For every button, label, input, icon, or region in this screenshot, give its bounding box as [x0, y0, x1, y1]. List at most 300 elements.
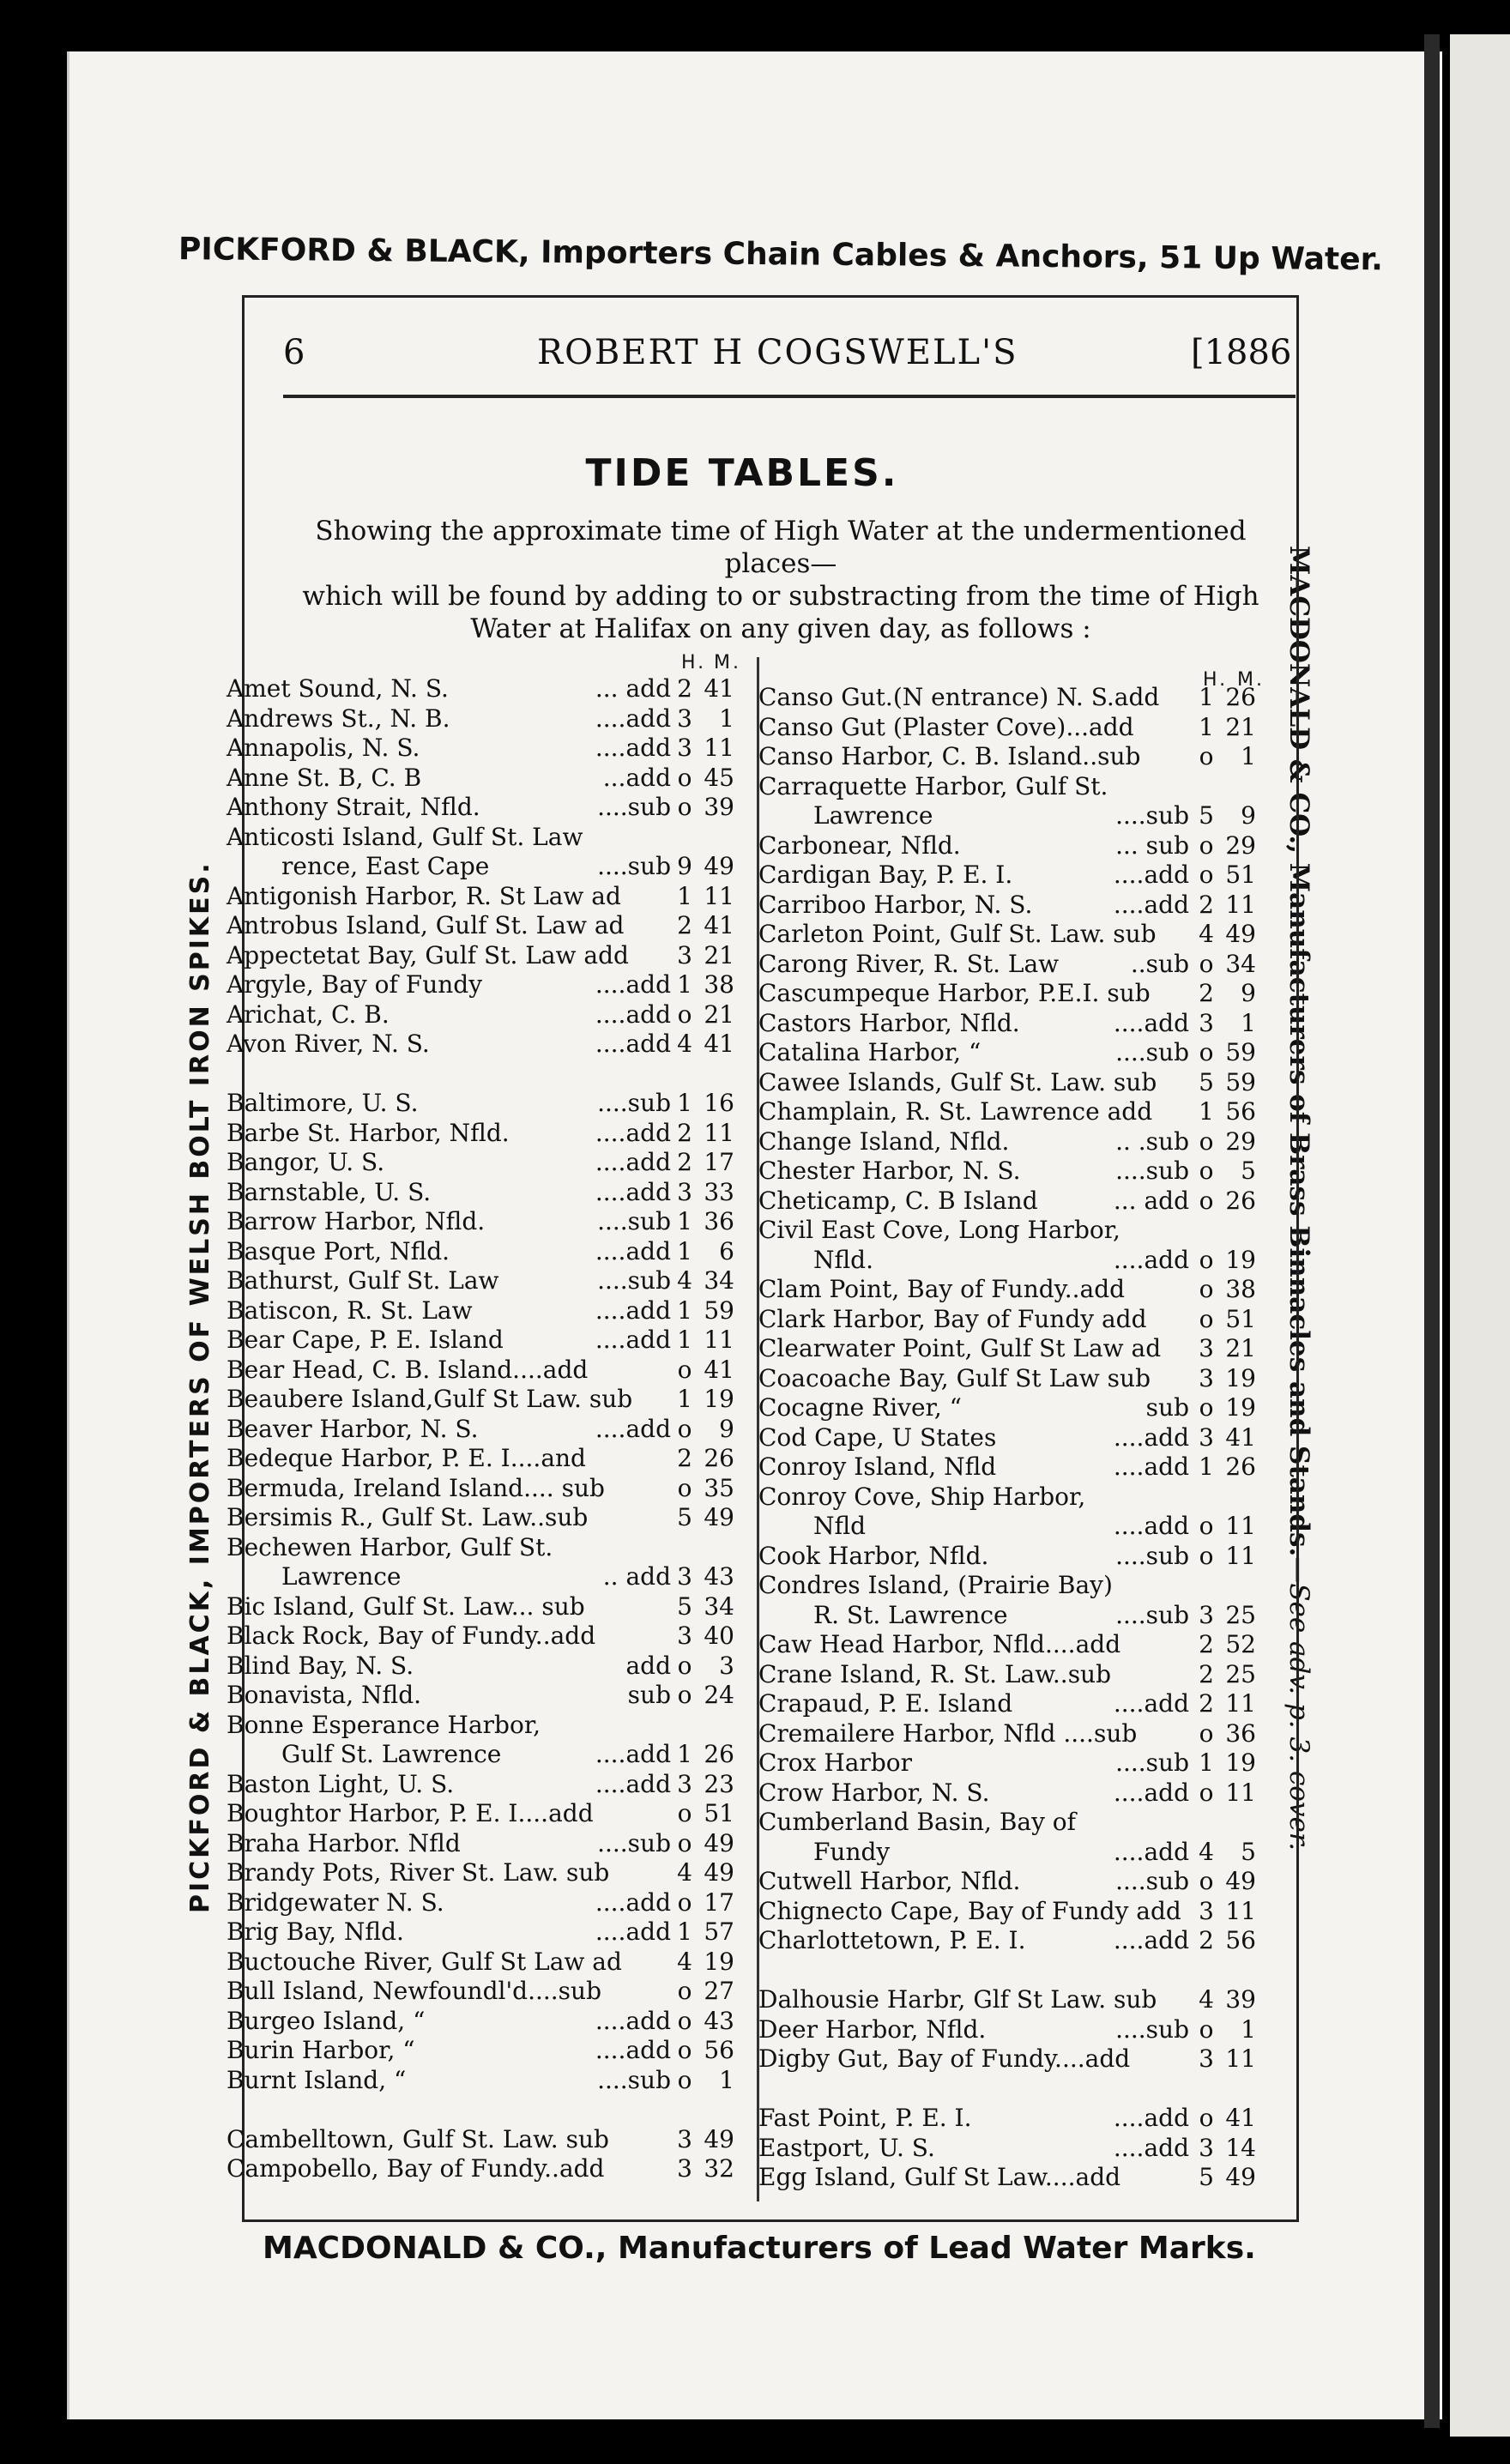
place-name: Gulf St. Lawrence [281, 1740, 502, 1768]
place-name: Lawrence [813, 801, 933, 830]
tide-row [226, 1592, 752, 1622]
place-name: Antrobus Island, Gulf St. Law ad [226, 911, 625, 939]
tide-row [226, 1799, 752, 1828]
hours-value: o [677, 1681, 692, 1709]
place-name: Black Rock, Bay of Fundy..add [226, 1622, 596, 1650]
minutes-value: 41 [704, 674, 734, 703]
minutes-value: 1 [1241, 1008, 1256, 1037]
minutes-value: 11 [704, 1326, 734, 1354]
operation: ....sub [597, 1828, 671, 1857]
minutes-value: 19 [1225, 1393, 1256, 1422]
operation: ....add [1113, 861, 1189, 889]
hours-value: 3 [1199, 1896, 1214, 1925]
place-name: Bersimis R., Gulf St. Law..sub [226, 1503, 589, 1531]
hours-value: o [677, 2006, 692, 2035]
tide-row [226, 1711, 752, 1740]
tide-row [758, 861, 1282, 890]
minutes-value: 11 [704, 881, 734, 910]
tide-row [226, 1030, 752, 1059]
minutes-value: 36 [704, 1207, 734, 1235]
minutes-value: 32 [704, 2154, 734, 2183]
minutes-value: 49 [1225, 2163, 1256, 2191]
place-name: Carong River, R. St. Law [758, 949, 1060, 978]
tide-row [758, 1423, 1282, 1452]
minutes-value: 1 [1241, 2014, 1256, 2044]
operation: .. .sub [1115, 1126, 1189, 1156]
tide-row [758, 742, 1282, 771]
minutes-value: 16 [704, 1089, 734, 1117]
hours-value: 5 [677, 1591, 692, 1621]
tide-row [226, 1119, 752, 1148]
minutes-value: 59 [1225, 1067, 1256, 1096]
place-name: Cook Harbor, Nfld. [758, 1541, 989, 1570]
place-name: R. St. Lawrence [813, 1600, 1008, 1629]
minutes-value: 9 [719, 1414, 734, 1443]
hours-value: o [677, 1887, 692, 1917]
place-name: Castors Harbor, Nfld. [758, 1008, 1020, 1037]
hours-value: 3 [1199, 1334, 1214, 1362]
hours-value: 1 [677, 1740, 692, 1768]
tide-row [758, 1127, 1282, 1157]
tide-row [226, 1474, 752, 1503]
place-name: Barnstable, U. S. [226, 1177, 432, 1206]
minutes-value: 35 [704, 1473, 734, 1502]
operation: ... add [1113, 1186, 1189, 1215]
minutes-value: 49 [704, 2124, 734, 2153]
hours-value: o [1199, 1778, 1214, 1807]
place-name: Brandy Pots, River St. Law. sub [226, 1858, 610, 1887]
tide-row [226, 1237, 752, 1266]
place-name: Deer Harbor, Nfld. [758, 2014, 987, 2044]
minutes-value: 9 [1241, 979, 1256, 1007]
section-title: TIDE TABLES. [585, 451, 899, 495]
hours-value: 3 [1199, 1600, 1214, 1629]
operation: ....add [595, 1030, 671, 1058]
tide-row [758, 1009, 1282, 1038]
hours-value: o [1199, 1393, 1214, 1422]
hours-value: 4 [1199, 1985, 1214, 2014]
place-name: Cutwell Harbor, Nfld. [758, 1867, 1021, 1895]
place-name: Caw Head Harbor, Nfld....add [758, 1630, 1121, 1658]
place-name: Nfld [813, 1512, 867, 1540]
operation: ....add [595, 1295, 671, 1325]
tide-row [758, 683, 1282, 712]
tide-row [758, 1660, 1282, 1689]
tide-row [758, 1630, 1282, 1659]
operation: ....sub [1115, 1748, 1189, 1777]
operation: ....add [595, 2006, 671, 2035]
minutes-value: 41 [704, 1030, 734, 1058]
hours-value: 2 [1199, 1689, 1214, 1718]
hours-value: o [677, 2036, 692, 2064]
hours-value: o [1199, 742, 1214, 770]
operation: ....add [1113, 1778, 1189, 1807]
place-name: Eastport, U. S. [758, 2133, 935, 2162]
hours-value: 1 [1199, 712, 1214, 741]
place-name: Cambelltown, Gulf St. Law. sub [226, 2124, 609, 2153]
tide-row [226, 1770, 752, 1799]
tide-row [758, 1601, 1282, 1630]
place-name: Crapaud, P. E. Island [758, 1689, 1013, 1718]
place-name: Blind Bay, N. S. [226, 1651, 414, 1680]
tide-row [758, 1985, 1282, 2014]
tide-row [758, 1926, 1282, 1955]
hours-value: 3 [677, 2154, 692, 2183]
tide-row [226, 1444, 752, 1473]
place-name: rence, East Cape [281, 852, 490, 880]
place-name: Champlain, R. St. Lawrence add [758, 1097, 1153, 1126]
operation: ....sub [597, 1089, 671, 1117]
hours-value: 2 [677, 1118, 692, 1147]
operation: ....add [595, 1118, 671, 1147]
tide-row [226, 1622, 752, 1651]
minutes-value: 49 [1225, 920, 1256, 948]
top-advertisement: PICKFORD & BLACK, Importers Chain Cables & Anchors, 51 Up Water. [178, 232, 1384, 278]
operation: ....sub [597, 1266, 671, 1295]
tide-row [758, 801, 1282, 830]
minutes-value: 43 [704, 1562, 734, 1591]
minutes-value: 56 [704, 2036, 734, 2064]
operation: sub [1145, 1393, 1189, 1422]
place-name: Canso Harbor, C. B. Island..sub [758, 742, 1141, 770]
tide-row [226, 882, 752, 911]
operation: ....add [1113, 2104, 1189, 2132]
tide-row [758, 950, 1282, 979]
tide-row [758, 1779, 1282, 1808]
minutes-value: 49 [704, 1503, 734, 1531]
minutes-value: 11 [1225, 1512, 1256, 1540]
operation: ... add [595, 674, 671, 703]
hours-value: 1 [677, 1326, 692, 1354]
tide-row [758, 1038, 1282, 1067]
minutes-value: 5 [1241, 1837, 1256, 1866]
minutes-value: 11 [1225, 1896, 1256, 1925]
hours-value: o [1199, 1512, 1214, 1540]
hours-value: 1 [1199, 1748, 1214, 1777]
place-name: Burnt Island, “ [226, 2065, 407, 2094]
operation: ....add [595, 1148, 671, 1176]
tide-row [758, 1719, 1282, 1748]
hours-value: 1 [1199, 1452, 1214, 1481]
place-name: Argyle, Bay of Fundy [226, 970, 483, 999]
header-rule [283, 395, 1296, 398]
place-name: Cheticamp, C. B Island [758, 1186, 1038, 1215]
place-name: Burgeo Island, “ [226, 2006, 426, 2035]
minutes-value: 19 [704, 1385, 734, 1413]
hours-value: 1 [677, 970, 692, 999]
hours-value: o [677, 1355, 692, 1384]
minutes-value: 6 [719, 1236, 734, 1265]
tide-row [226, 1060, 752, 1089]
place-name: Cumberland Basin, Bay of [758, 1808, 1077, 1836]
hours-value: 4 [677, 1947, 692, 1976]
minutes-value: 34 [1225, 949, 1256, 978]
hours-value: o [1199, 949, 1214, 978]
place-name: Bathurst, Gulf St. Law [226, 1266, 499, 1295]
minutes-value: 25 [1225, 1659, 1256, 1688]
operation: ....add [595, 1326, 671, 1354]
minutes-value: 24 [704, 1681, 734, 1709]
minutes-value: 34 [704, 1591, 734, 1621]
tide-row [226, 1266, 752, 1295]
tide-row [758, 1246, 1282, 1275]
minutes-value: 26 [1225, 1452, 1256, 1481]
tide-row [758, 1542, 1282, 1571]
facing-page-edge [1450, 34, 1510, 2437]
hours-value: 2 [1199, 1630, 1214, 1658]
minutes-value: 26 [704, 1740, 734, 1768]
operation: ....add [595, 734, 671, 762]
operation: ....add [595, 1414, 671, 1443]
minutes-value: 23 [704, 1769, 734, 1798]
operation: ..sub [1130, 949, 1189, 978]
minutes-value: 29 [1225, 1126, 1256, 1156]
tide-row [226, 1829, 752, 1858]
tide-row [226, 1415, 752, 1444]
place-name: Anthony Strait, Nfld. [226, 793, 480, 821]
place-name: Canso Gut (Plaster Cove)...add [758, 712, 1134, 741]
operation: ....add [1113, 1245, 1189, 1274]
hours-value: o [677, 763, 692, 792]
operation: ....add [1113, 1452, 1189, 1481]
tide-row [758, 772, 1282, 801]
hours-value: 5 [677, 1503, 692, 1531]
place-name: Barbe St. Harbor, Nfld. [226, 1118, 510, 1147]
tide-row [758, 831, 1282, 861]
minutes-value: 39 [704, 793, 734, 821]
minutes-value: 59 [704, 1295, 734, 1325]
hours-value: 1 [677, 1385, 692, 1413]
hours-value: 4 [1199, 1837, 1214, 1866]
operation: ....sub [1115, 2014, 1189, 2044]
hours-value: 3 [1199, 1008, 1214, 1037]
minutes-value: 33 [704, 1177, 734, 1206]
place-name: Andrews St., N. B. [226, 704, 450, 733]
hours-value: 3 [1199, 1363, 1214, 1392]
intro-line: Showing the approximate time of High Water at the undermentioned places— [315, 516, 1247, 579]
minutes-value: 38 [1225, 1275, 1256, 1303]
place-name: Campobello, Bay of Fundy..add [226, 2154, 605, 2183]
minutes-value: 49 [704, 1858, 734, 1887]
hours-value: 3 [1199, 1422, 1214, 1452]
place-name: Crow Harbor, N. S. [758, 1778, 990, 1807]
place-name: Dalhousie Harbr, Glf St Law. sub [758, 1985, 1157, 2014]
minutes-value: 26 [1225, 683, 1256, 711]
hours-value: o [1199, 1275, 1214, 1303]
operation: ....add [595, 1887, 671, 1917]
place-name: Clam Point, Bay of Fundy..add [758, 1275, 1126, 1303]
operation: ....add [595, 1740, 671, 1768]
tide-row [226, 1089, 752, 1118]
hours-value: o [677, 793, 692, 821]
tide-row [226, 2095, 752, 2124]
minutes-value: 41 [704, 1355, 734, 1384]
operation: ....sub [597, 2065, 671, 2094]
tide-row [226, 1385, 752, 1414]
tide-row [758, 1305, 1282, 1334]
place-name: Buctouche River, Gulf St Law ad [226, 1947, 622, 1976]
minutes-value: 9 [1241, 801, 1256, 830]
place-name: Bear Head, C. B. Island....add [226, 1355, 589, 1384]
operation: ....add [595, 1769, 671, 1798]
hours-value: o [1199, 1038, 1214, 1066]
minutes-value: 27 [704, 1977, 734, 2005]
minutes-value: 17 [704, 1887, 734, 1917]
place-name: Brig Bay, Nfld. [226, 1917, 404, 1946]
minutes-value: 26 [704, 1444, 734, 1472]
place-name: Cawee Islands, Gulf St. Law. sub [758, 1067, 1157, 1096]
hours-value: o [1199, 830, 1214, 860]
minutes-value: 36 [1225, 1718, 1256, 1748]
operation: ....add [1113, 1837, 1189, 1866]
hours-value: 4 [677, 1858, 692, 1887]
place-name: Antigonish Harbor, R. St Law ad [226, 881, 621, 910]
place-name: Bull Island, Newfoundl'd....sub [226, 1977, 602, 2005]
minutes-value: 19 [1225, 1245, 1256, 1274]
minutes-value: 51 [1225, 861, 1256, 889]
hours-value: 3 [1199, 2133, 1214, 2162]
hours-value: 1 [677, 1089, 692, 1117]
hours-value: 4 [677, 1030, 692, 1058]
place-name: Appectetat Bay, Gulf St. Law add [226, 940, 629, 969]
minutes-value: 14 [1225, 2133, 1256, 2162]
tide-row [226, 823, 752, 852]
place-name: Clearwater Point, Gulf St Law ad [758, 1334, 1162, 1362]
tide-row [226, 1681, 752, 1710]
tide-row [758, 2104, 1282, 2133]
tide-row [758, 1956, 1282, 1985]
tide-row [758, 1097, 1282, 1126]
minutes-header: M. [714, 652, 741, 673]
hours-value: o [1199, 1304, 1214, 1333]
hours-header: H. [681, 652, 707, 673]
tide-row [226, 1858, 752, 1887]
minutes-value: 49 [704, 852, 734, 880]
place-name: Digby Gut, Bay of Fundy....add [758, 2044, 1131, 2073]
minutes-value: 52 [1225, 1630, 1256, 1658]
place-name: Baston Light, U. S. [226, 1769, 455, 1798]
minutes-value: 34 [704, 1266, 734, 1295]
tide-row [226, 1326, 752, 1355]
operation: ....add [595, 1236, 671, 1265]
place-name: Change Island, Nfld. [758, 1126, 1010, 1156]
running-header [283, 333, 1296, 384]
tide-row [758, 920, 1282, 949]
operation: ....sub [1115, 1600, 1189, 1629]
place-name: Crox Harbor [758, 1748, 913, 1777]
hours-value: 3 [677, 940, 692, 969]
place-name: Bermuda, Ireland Island.... sub [226, 1473, 605, 1502]
minutes-value: 19 [1225, 1363, 1256, 1392]
minutes-value: 59 [1225, 1038, 1256, 1066]
minutes-value: 11 [1225, 2044, 1256, 2073]
place-name: Bridgewater N. S. [226, 1887, 444, 1917]
place-name: Coacoache Bay, Gulf St Law sub [758, 1363, 1151, 1392]
tide-row [758, 1068, 1282, 1097]
place-name: Braha Harbor. Nfld [226, 1828, 461, 1857]
place-name: Catalina Harbor, “ [758, 1038, 982, 1066]
place-name: Civil East Cove, Long Harbor, [758, 1216, 1120, 1244]
minutes-value: 38 [704, 970, 734, 999]
tide-row [226, 1917, 752, 1947]
place-name: Bic Island, Gulf St. Law... sub [226, 1591, 585, 1621]
tide-row [226, 734, 752, 763]
tide-row [758, 2074, 1282, 2104]
operation: ....add [1113, 890, 1189, 919]
tide-row [758, 1483, 1282, 1512]
place-name: Bonavista, Nfld. [226, 1681, 422, 1709]
minutes-value: 11 [704, 1118, 734, 1147]
tide-row [758, 2134, 1282, 2163]
operation: ....sub [1115, 1541, 1189, 1570]
hours-value: 3 [677, 1562, 692, 1591]
minutes-value: 43 [704, 2006, 734, 2035]
operation: ....add [595, 970, 671, 999]
place-name: Lawrence [281, 1562, 402, 1591]
page-number: 6 [283, 333, 305, 372]
hours-value: o [1199, 1126, 1214, 1156]
minutes-value: 11 [704, 734, 734, 762]
operation: ....add [1113, 1926, 1189, 1954]
hours-value: 2 [1199, 890, 1214, 919]
bottom-advertisement: MACDONALD & CO., Manufacturers of Lead Water Marks. [263, 2231, 1256, 2266]
place-name: Avon River, N. S. [226, 1030, 430, 1058]
hours-value: o [1199, 2104, 1214, 2132]
tide-row [758, 2163, 1282, 2192]
place-name: Bangor, U. S. [226, 1148, 385, 1176]
operation: add [625, 1651, 671, 1680]
hours-value: 3 [677, 1177, 692, 1206]
operation: ....sub [1115, 801, 1189, 830]
operation: ....sub [597, 852, 671, 880]
minutes-value: 3 [719, 1651, 734, 1680]
tide-row [758, 1867, 1282, 1896]
operation: ....sub [1115, 1157, 1189, 1185]
place-name: Carbonear, Nfld. [758, 830, 961, 860]
right-ad-main: MACDONALD & CO., Manufacturers of Brass Binnacles and Stands.— [1284, 546, 1314, 1584]
tide-row [758, 1187, 1282, 1216]
place-name: Cremailere Harbor, Nfld ....sub [758, 1718, 1138, 1748]
place-name: Carleton Point, Gulf St. Law. sub [758, 920, 1157, 948]
hours-value: 1 [1199, 1097, 1214, 1126]
tide-row [226, 1178, 752, 1207]
tide-row [226, 1356, 752, 1385]
minutes-value: 51 [704, 1799, 734, 1827]
hours-value: o [677, 1473, 692, 1502]
tide-row [226, 941, 752, 970]
place-name: Barrow Harbor, Nfld. [226, 1207, 486, 1235]
operation: ....add [595, 2036, 671, 2064]
operation: ....sub [1115, 1867, 1189, 1895]
tide-row [226, 1948, 752, 1977]
tide-row [226, 1562, 752, 1591]
tide-row [226, 1296, 752, 1326]
intro-paragraph [275, 515, 1287, 645]
operation: ....add [595, 1177, 671, 1206]
operation: .. add [602, 1562, 671, 1591]
operation: sub [627, 1681, 671, 1709]
minutes-value: 29 [1225, 830, 1256, 860]
tide-row [226, 2125, 752, 2154]
tide-row [226, 1207, 752, 1236]
hours-value: 4 [1199, 920, 1214, 948]
hours-value: 2 [677, 1148, 692, 1176]
operation: ....add [1113, 2133, 1189, 2162]
place-name: Carraquette Harbor, Gulf St. [758, 771, 1108, 800]
hours-value: o [677, 1651, 692, 1680]
minutes-value: 19 [1225, 1748, 1256, 1777]
minutes-value: 49 [1225, 1867, 1256, 1895]
